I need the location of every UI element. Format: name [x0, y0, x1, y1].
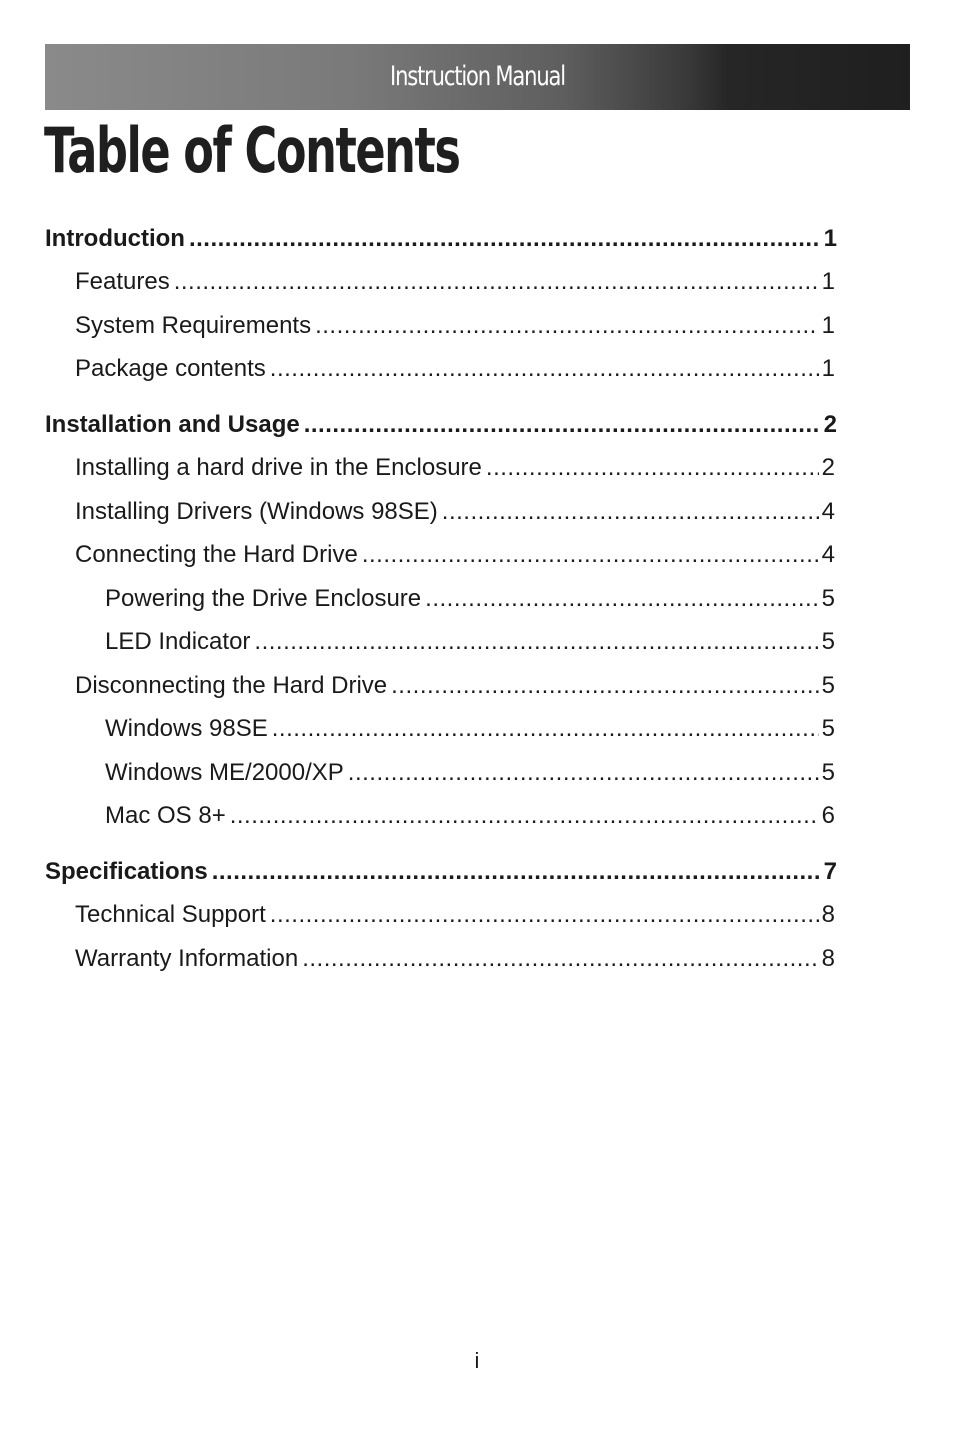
toc-entry-technical-support[interactable] [75, 900, 835, 930]
toc-entry-label: Features [75, 268, 170, 295]
toc-leader-dots [230, 801, 819, 831]
toc-entry-page: 1 [821, 355, 835, 382]
toc-entry-windows-me-2000-xp[interactable] [105, 758, 835, 788]
toc-leader-dots [174, 267, 819, 297]
toc-entry-label: Disconnecting the Hard Drive [75, 672, 388, 699]
toc-entry-led-indicator[interactable] [105, 627, 835, 657]
toc-leader-dots [442, 497, 819, 527]
toc-entry-page: 5 [821, 759, 835, 786]
toc-entry-page: 8 [821, 901, 835, 928]
toc-entry-page: 4 [821, 541, 835, 568]
toc-entry-label: LED Indicator [105, 628, 251, 655]
toc-entry-disconnecting-hard-drive[interactable] [75, 671, 835, 701]
toc-leader-dots [189, 224, 821, 254]
toc-leader-dots [315, 311, 819, 341]
toc-entry-page: 4 [821, 498, 835, 525]
toc-leader-dots [425, 584, 818, 614]
toc-entry-installation-and-usage[interactable] [45, 410, 837, 440]
toc-entry-label: Mac OS 8+ [105, 802, 226, 829]
toc-leader-dots [272, 714, 819, 744]
toc-leader-dots [486, 453, 819, 483]
toc-leader-dots [302, 944, 818, 974]
toc-entry-features[interactable] [75, 267, 835, 297]
header-bar [45, 44, 910, 110]
toc-entry-package-contents[interactable] [75, 354, 835, 384]
toc-leader-dots [304, 410, 821, 440]
toc-entry-mac-os-8[interactable] [105, 801, 835, 831]
toc-entry-system-requirements[interactable] [75, 311, 835, 341]
toc-leader-dots [348, 758, 819, 788]
toc-entry-page: 1 [821, 268, 835, 295]
toc-entry-label: Windows ME/2000/XP [105, 759, 344, 786]
toc-entry-windows-98se[interactable] [105, 714, 835, 744]
toc-entry-page: 1 [821, 312, 835, 339]
toc-entry-page: 6 [821, 802, 835, 829]
toc-entry-label: Technical Support [75, 901, 266, 928]
toc-leader-dots [270, 354, 819, 384]
toc-entry-specifications[interactable] [45, 857, 837, 887]
header-title: Instruction Manual [390, 61, 565, 92]
toc-entry-label: Connecting the Hard Drive [75, 541, 358, 568]
toc-entry-introduction[interactable] [45, 224, 837, 254]
toc-entry-installing-drivers[interactable] [75, 497, 835, 527]
toc-entry-page: 2 [823, 411, 837, 438]
toc-entry-page: 5 [821, 715, 835, 742]
toc-entry-installing-hard-drive[interactable] [75, 453, 835, 483]
toc-entry-powering-enclosure[interactable] [105, 584, 835, 614]
page-title: Table of Contents [44, 114, 460, 187]
toc-entry-page: 5 [821, 628, 835, 655]
toc-leader-dots [270, 900, 819, 930]
toc-entry-label: Powering the Drive Enclosure [105, 585, 422, 612]
toc-entry-label: Package contents [75, 355, 266, 382]
toc-entry-label: System Requirements [75, 312, 312, 339]
toc-entry-label: Installing a hard drive in the Enclosure [75, 454, 482, 481]
toc-entry-label: Windows 98SE [105, 715, 268, 742]
toc-leader-dots [391, 671, 819, 701]
toc-leader-dots [362, 540, 819, 570]
toc-entry-warranty-information[interactable] [75, 944, 835, 974]
toc-entry-connecting-hard-drive[interactable] [75, 540, 835, 570]
toc-entry-page: 1 [823, 225, 837, 252]
toc-leader-dots [212, 857, 821, 887]
toc-entry-page: 8 [821, 945, 835, 972]
toc-entry-page: 2 [821, 454, 835, 481]
toc-entry-label: Warranty Information [75, 945, 299, 972]
toc-entry-page: 7 [823, 858, 837, 885]
toc-entry-label: Introduction [45, 225, 185, 252]
toc-entry-label: Specifications [45, 858, 208, 885]
toc-entry-label: Installing Drivers (Windows 98SE) [75, 498, 438, 525]
toc-entry-page: 5 [821, 672, 835, 699]
toc-entry-label: Installation and Usage [45, 411, 300, 438]
toc-leader-dots [254, 627, 818, 657]
toc-entry-page: 5 [821, 585, 835, 612]
page-number: i [474, 1348, 480, 1373]
